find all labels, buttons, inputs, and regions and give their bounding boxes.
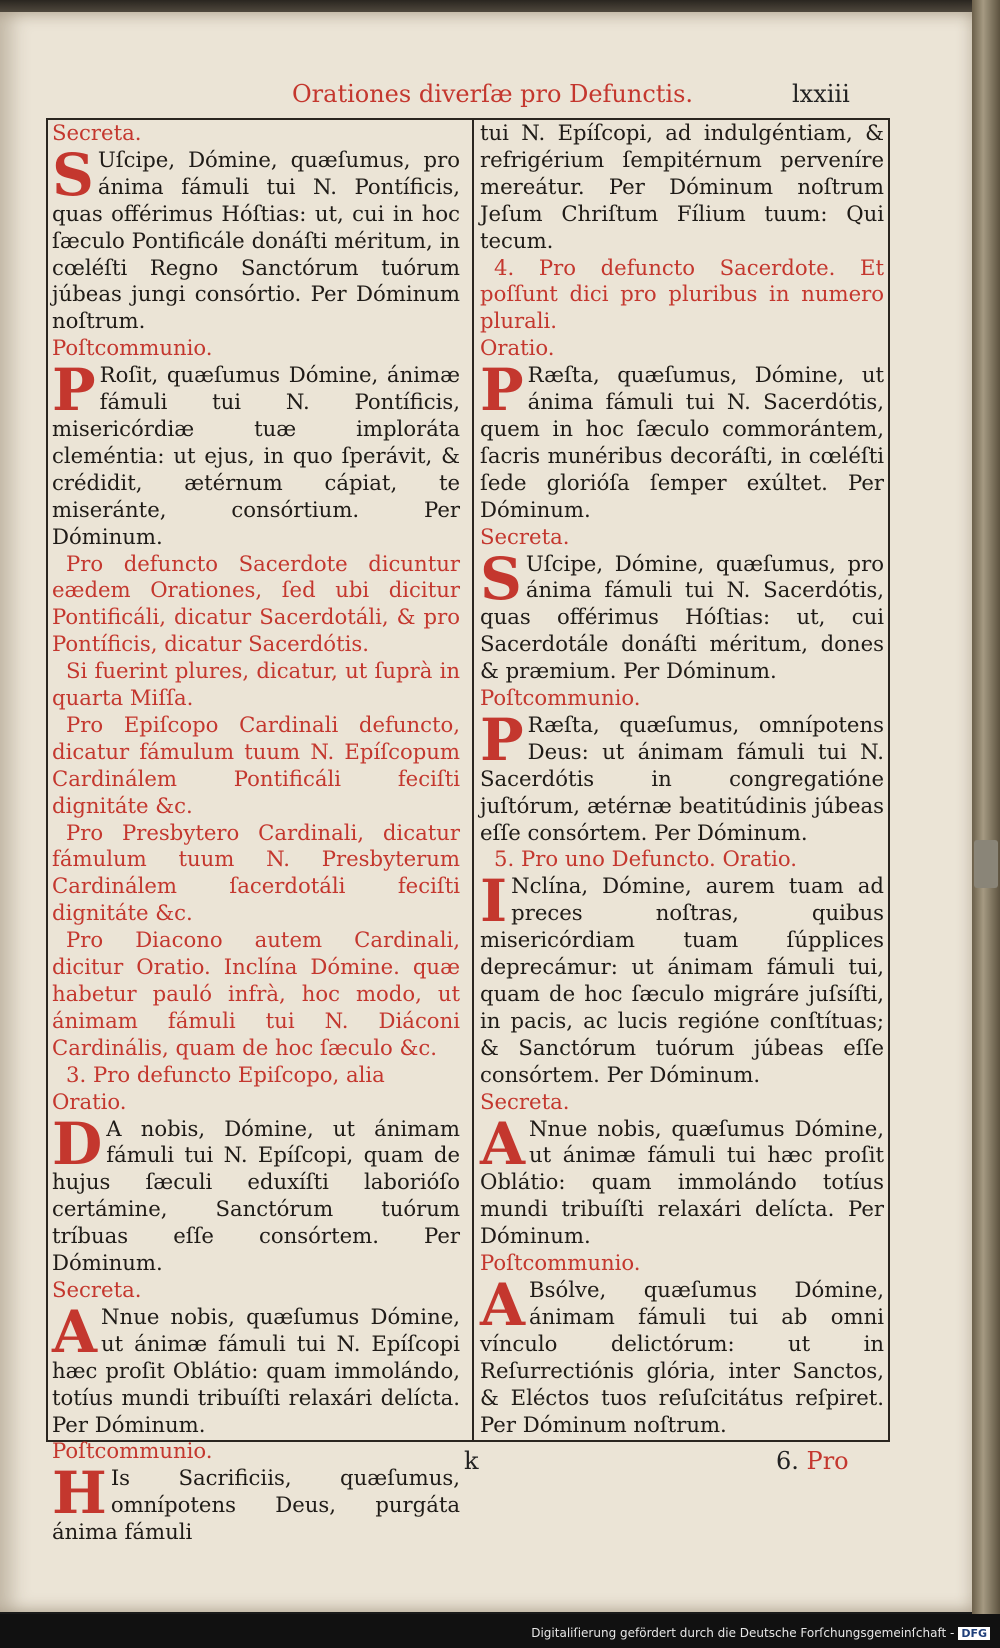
text-frame [46,118,890,1545]
drop-initial: A [480,1109,526,1178]
rubric-text: 3. Pro defuncto Epiſcopo, alia [66,1061,385,1087]
prayer-paragraph [52,1109,460,1277]
drop-initial: H [52,1459,107,1528]
drop-initial: P [480,705,524,774]
bottom-bar [0,1614,1000,1648]
prayer-paragraph [52,356,460,550]
catchword-number: 6. [776,1447,799,1475]
catchword-word: Pro [806,1447,849,1475]
digitization-credit [531,1626,990,1640]
drop-initial: S [480,544,522,613]
section-heading: Poſtcommunio. [480,1250,641,1276]
prayer-paragraph [52,1459,460,1546]
signature-mark: k [464,1447,479,1475]
section-heading: Poſtcommunio. [52,335,213,361]
prayer-text: Is Sacrificiis, quæſumus, omnípotens Deus, purgáta ánima fámuli [52,1465,460,1545]
prayer-text: tui N. Epíſcopi, ad indulgéntiam, & refrigérium ſempitérnum perveníre mereátur. Per Dóminum noſtrum Jeſum Chriſtum Fílium tuum: Qui tecum. [480,120,884,253]
prayer-paragraph [480,1270,884,1438]
drop-initial: P [480,356,524,425]
prayer-text: Bsólve, quæſumus Dómine, ánimam fámuli tui ab omni vínculo delictórum: ut in Reſurrectiónis glória, inter Sanctos, & Eléctos tuos reſuſcitátus reſpiret. Per Dóminum noſtrum. [480,1276,884,1437]
prayer-paragraph [52,140,460,335]
prayer-paragraph [480,544,884,686]
prayer-paragraph [480,356,884,523]
section-heading: Secreta. [52,120,142,145]
left-column [52,120,460,1545]
prayer-text: Ræſta, quæſumus, Dómine, ut ánima fámuli tui N. Sacerdótis, quem in hoc ſæculo commorántem, ſacris munéribus decoráſti, in cœléſti ſede glorióſa ſemper exúltet. Per Dóminum. [480,362,884,522]
drop-initial: P [52,356,96,425]
prayer-paragraph [480,867,884,1088]
drop-initial: A [480,1270,526,1339]
credit-text: Digitaliſierung gefördert durch die Deutsche Forſchungsgemeinſchaft - [531,1626,955,1640]
catchword [776,1447,849,1475]
section-heading: Secreta. [480,1088,570,1114]
drop-initial: D [52,1109,103,1178]
section-heading: Secreta. [480,523,570,549]
rubric-text: Pro Diacono autem Cardinali, dicitur Oratio. Inclína Dómine. quæ habetur pauló infrà, hoc modo, ut ánimam fámuli tui N. Diáconi Cardinális, quam de hoc ſæculo &c. [52,927,460,1060]
prayer-text: Nclína, Dómine, aurem tuam ad preces noſtras, quibus misericórdiam tuam ſúpplices deprecámur: ut ánimam fámuli tui, quam de hoc ſæculo migráre juſsíſti, in pacis, ac lucis regióne conſtítuas; & Sanctórum tuórum júbeas eſſe consórtem. Per Dóminum. [480,873,884,1087]
section-heading: Secreta. [52,1276,142,1302]
section-heading: Oratio. [52,1088,127,1114]
prayer-paragraph [480,120,884,255]
section-heading: Poſtcommunio. [52,1438,213,1464]
section-heading: Poſtcommunio. [480,685,641,711]
prayer-paragraph [480,705,884,847]
rubric-text: Pro Epiſcopo Cardinali defuncto, dicatur fámulum tuum N. Epíſcopum Cardinálem Pontificáli feciſti dignitáte &c. [52,711,460,818]
right-column [472,120,884,1440]
prayer-text: Uſcipe, Dómine, quæſumus, pro ánima fámuli tui N. Pontíficis, quas offérimus Hóſtias: ut, cui in hoc ſæculo Pontificále donáſti méritum, in cœléſti Regno Sanctórum tuórum júbeas jungi consórtio. Per Dóminum noſtrum. [52,146,460,334]
section-heading: Oratio. [480,335,555,361]
rubric-text: Pro defuncto Sacerdote dicuntur eædem Orationes, ſed ubi dicitur Pontificáli, dicatur Sacerdotáli, & pro Pontíficis, dicatur Sacerdótis. [52,550,460,657]
prayer-paragraph [480,1109,884,1251]
drop-initial: A [52,1297,98,1366]
page-edge-strip [972,0,1000,1648]
prayer-text: Nnue nobis, quæſumus Dómine, ut ánimæ fámuli tui N. Epíſcopi hæc proſit Oblátio: quam immolándo, totíus mundi tribuíſti relaxári delícta. Per Dóminum. [52,1303,460,1437]
prayer-text: Nnue nobis, quæſumus Dómine, ut ánimæ fámuli tui hæc proſit Oblátio: quam immolándo totíus mundi tribuíſti relaxári delícta. Per Dóminum. [480,1115,884,1249]
prayer-text: Roſit, quæſumus Dómine, ánimæ fámuli tui N. Pontíficis, misericórdiæ tuæ imploráta cleméntia: ut ejus, in quo ſperávit, & crédidit, ætérnum cápiat, te miseránte, consórtium. Per Dóminum. [52,362,460,549]
dfg-logo: DFG [958,1627,990,1640]
drop-initial: S [52,140,94,209]
rubric-text: 5. Pro uno Defuncto. Oratio. [494,846,798,872]
prayer-text: A nobis, Dómine, ut ánimam fámuli tui N. Epíſcopi, quam de hujus ſæculi eduxíſti laborióſo certámine, Sanctórum tuórum tríbuas eſſe consórtem. Per Dóminum. [52,1115,460,1276]
drop-initial: I [480,867,508,936]
rubric-text: Pro Presbytero Cardinali, dicatur fámulum tuum N. Presbyterum Cardinálem ſacerdotáli feciſti dignitáte &c. [52,819,460,926]
prayer-text: Ræſta, quæſumus, omnípotens Deus: ut ánimam fámuli tui N. Sacerdótis in congregatióne juſtórum, ætérnæ beatitúdinis júbeas eſſe consórtem. Per Dóminum. [480,711,884,845]
folio-number: lxxiii [792,80,850,108]
rubric-text: Si fuerint plures, dicatur, ut ſuprà in quarta Miſſa. [52,658,460,711]
running-title: Orationes diverſæ pro Defunctis. [292,80,694,108]
rubric-text: 4. Pro defuncto Sacerdote. Et poſſunt dici pro pluribus in numero plurali. [480,254,884,334]
prayer-paragraph [52,1297,460,1439]
prayer-text: Uſcipe, Dómine, quæſumus, pro ánima fámuli tui N. Sacerdótis, quas offérimus Hóſtias: ut, cui Sacerdotále donáſti méritum, dones & præmium. Per Dóminum. [480,550,884,684]
